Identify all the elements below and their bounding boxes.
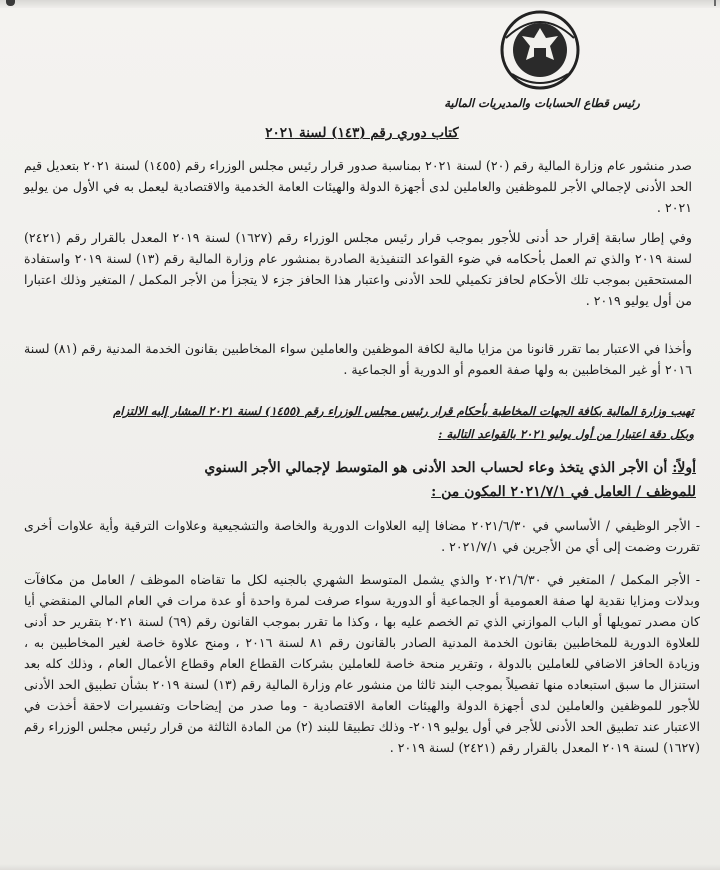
circular-title: كتاب دوري رقم (١٤٣) لسنة ٢٠٢١ (265, 125, 459, 141)
bullet-basic-wage: - الأجر الوظيفي / الأساسي في ٢٠٢١/٦/٣٠ مضافا إليه العلاوات الدورية والخاصة والتشجيعية وعلاوات الترقية وأية علاوات أخرى تقررت وضمت إلى أي من الأجرين في ٢٠٢١/٧/١ . (24, 518, 701, 554)
paragraph-considerations: وأخذا في الاعتبار بما تقرر قانونا من مزايا مالية لكافة الموظفين والعاملين سواء المخاطبين بقانون الخدمة المدنية رقم (٨١) لسنة ٢٠١٦ أو غير المخاطبين به ولها صفة العموم أو الدورية أو الجماعية . (24, 341, 692, 377)
rule-one-line1: أن الأجر الذي يتخذ وعاء لحساب الحد الأدنى هو المتوسط لإجمالي الأجر السنوي (204, 460, 668, 476)
scan-bottom-shadow (0, 864, 720, 870)
directive-line-1: تهيب وزارة المالية بكافة الجهات المخاطبة بأحكام قرار رئيس مجلس الوزراء رقم (١٤٥٥) لسنة ٢٠٢١ المشار إليه الالتزام (113, 404, 694, 418)
rule-one-number: أولاً: (672, 460, 696, 476)
issuing-office-line: رئيس قطاع الحسابات والمديريات المالية (444, 96, 640, 110)
ministry-of-finance-logo (492, 8, 588, 92)
directive-line-2: وبكل دقة اعتبارا من أول يوليو ٢٠٢١ بالقواعد التالية : (438, 427, 694, 441)
scan-top-edge (0, 0, 720, 8)
bullet-variable-wage: - الأجر المكمل / المتغير في ٢٠٢١/٦/٣٠ والذي يشمل المتوسط الشهري بالجنيه لكل ما تقاضاه الموظف / العامل من مكافآت وبدلات ومزايا نقدية لها صفة العمومية أو الجماعية أو الدورية سواء صرفت لمرة واحدة أو عدة مرات في العام المالي المنقضي أيا كان مصدر تمويلها أو الباب الموازني الذي تم الخصم عليه بها ، وكذا ما تقرر بموجب القانون رقم (٦٩) لسنة ٢٠٢١ بتقرير حد أدنى للعلاوة الدورية للمخاطبين بقانون الخدمة المدنية الصادر بالقانون رقم ٨١ لسنة ٢٠١٦ ، ومنح علاوة خاصة لغير المخاطبين به ، وزيادة الحافز الاضافي للعاملين بالدولة ، وتقرير منحة خاصة للعاملين بشركات القطاع العام وقطاع الأعمال العام ، وذلك كله بعد استنزال ما سبق استبعاده منها تفصيلاً بموجب البند ثالثا من منشور عام وزارة المالية رقم (١٣) لسنة ٢٠١٩ بشأن تطبيق الحد الأدنى للأجور للموظفين والعاملين لدى أجهزة الدولة والهيئات العامة الاقتصادية - وما صدر من إيضاحات وتفسيرات لاحقة أخذت في الاعتبار عند تطبيق الحد الأدنى للأجر في أول يوليو ٢٠١٩- وذلك تطبيقا للبند (٢) من المادة الثالثة من قرار رئيس مجلس الوزراء رقم (١٦٢٧) لسنة ٢٠١٩ المعدل بالقرار رقم (٢٤٢١) لسنة ٢٠١٩ . (24, 572, 701, 755)
rule-one (24, 456, 696, 504)
scan-corner-tick (714, 0, 716, 6)
paragraph-intro: صدر منشور عام وزارة المالية رقم (٢٠) لسنة ٢٠٢١ بمناسبة صدور قرار رئيس مجلس الوزراء رقم (١٤٥٥) لسنة ٢٠٢١ بتعديل قيم الحد الأدنى لإجمالي الأجر للموظفين والعاملين لدى أجهزة الدولة والهيئات العامة الخدمية والاقتصادية ليعمل به في الأول من يوليو ٢٠٢١ . (24, 158, 692, 215)
paragraph-background: وفي إطار سابقة إقرار حد أدنى للأجور بموجب قرار رئيس مجلس الوزراء رقم (١٦٢٧) لسنة ٢٠١٩ المعدل بالقرار رقم (٢٤٢١) لسنة ٢٠١٩ والذي تم العمل بأحكامه في ضوء القواعد التنفيذية الصادرة بمنشور عام وزارة المالية رقم (١٣) لسنة ٢٠١٩ واستفادة المستحقين بموجب تلك الأحكام لحافز تكميلي للحد الأدنى واعتبار هذا الحافز جزء لا يتجزأ من الأجر المكمل / المتغير وذلك اعتبارا من أول يوليو ٢٠١٩ . (24, 230, 693, 308)
rule-one-line2: للموظف / العامل في ٢٠٢١/٧/١ المكون من : (431, 484, 696, 500)
